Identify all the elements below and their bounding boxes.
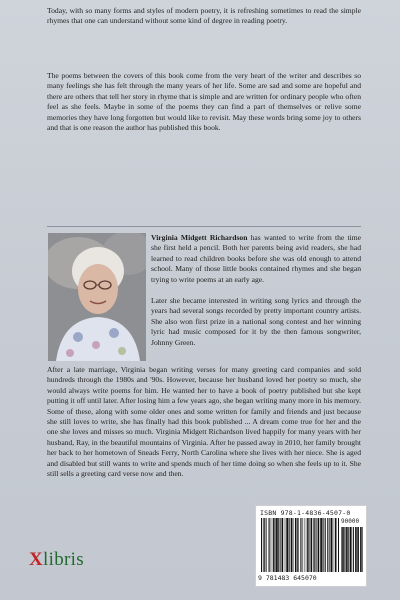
author-name: Virginia Midgett Richardson	[151, 233, 248, 242]
isbn-label: ISBN 978-1-4836-4507-0	[260, 509, 351, 517]
isbn-barcode	[255, 505, 367, 587]
publisher-logo-initial: X	[29, 549, 44, 570]
intro-paragraph-2: The poems between the covers of this book come from the very heart of the writer and describes so many feelings she has felt through the many years of her life. Some are sad and some are hopeful and there are others that tell her story in rhyme that is simple and are written for ordinary people who often feel as she feels. Maybe in some of the poems they can find a part of themselves or relive some memories they have long forgotten but would like to revisit. May these words bring some joy to others and that is one reason the author has published this book.	[47, 71, 361, 133]
barcode-addon-bars-icon	[341, 527, 363, 572]
barcode-addon-number: 90000	[341, 518, 360, 525]
bio-paragraph-1-text: has wanted to write from the time she first held a pencil. Both her parents being avid readers, she had learned to read children books before she was old enough to attend school. Many of those little books contained rhymes and she began trying to write poems at an early age.	[151, 233, 361, 284]
barcode-digits: 9 781483 645070	[258, 574, 317, 582]
intro-paragraph-1: Today, with so many forms and styles of modern poetry, it is refreshing sometimes to read the simple rhymes that one can understand without some kind of degree in reading poetry.	[47, 6, 361, 26]
author-photo	[48, 233, 146, 361]
author-portrait-image	[48, 233, 146, 361]
bio-paragraph-2: Later she became interested in writing song lyrics and through the years had several songs recorded by pretty important country artists. She also won first prize in a national song contest and her winning lyric had music composed for it by the then famous songwriter, Johnny Green.	[151, 296, 361, 347]
publisher-logo	[29, 549, 84, 571]
bio-paragraph-3: After a late marriage, Virginia began writing verses for many greeting card companies and sold hundreds through the 1980s and '90s. However, because her husband loved her poetry so much, she would always write poems for him. He wanted her to have a book of poetry published but she kept putting it off until later. After losing him a few years ago, she began writing many more in his memory. Some of these, along with some older ones and some written for family and friends and just because she still loves to write, she has finally had this book published ... A dream come true for her and the one she loves and misses so much. Virginia Midgett Richardson lived happily for many years with her husband, Ray, in the beautiful mountains of Virginia. After he passed away in 2010, her family brought her back to her hometown of Sneads Ferry, North Carolina where she lives with her niece. She is aged and disabled but still wants to write and spends much of her time doing so when she feels up to it. She still sells a greeting card verse now and then.	[47, 365, 361, 479]
section-divider	[47, 226, 361, 227]
bio-paragraph-1	[151, 233, 361, 285]
barcode-bars-icon	[261, 518, 339, 572]
publisher-logo-text: libris	[43, 549, 84, 570]
